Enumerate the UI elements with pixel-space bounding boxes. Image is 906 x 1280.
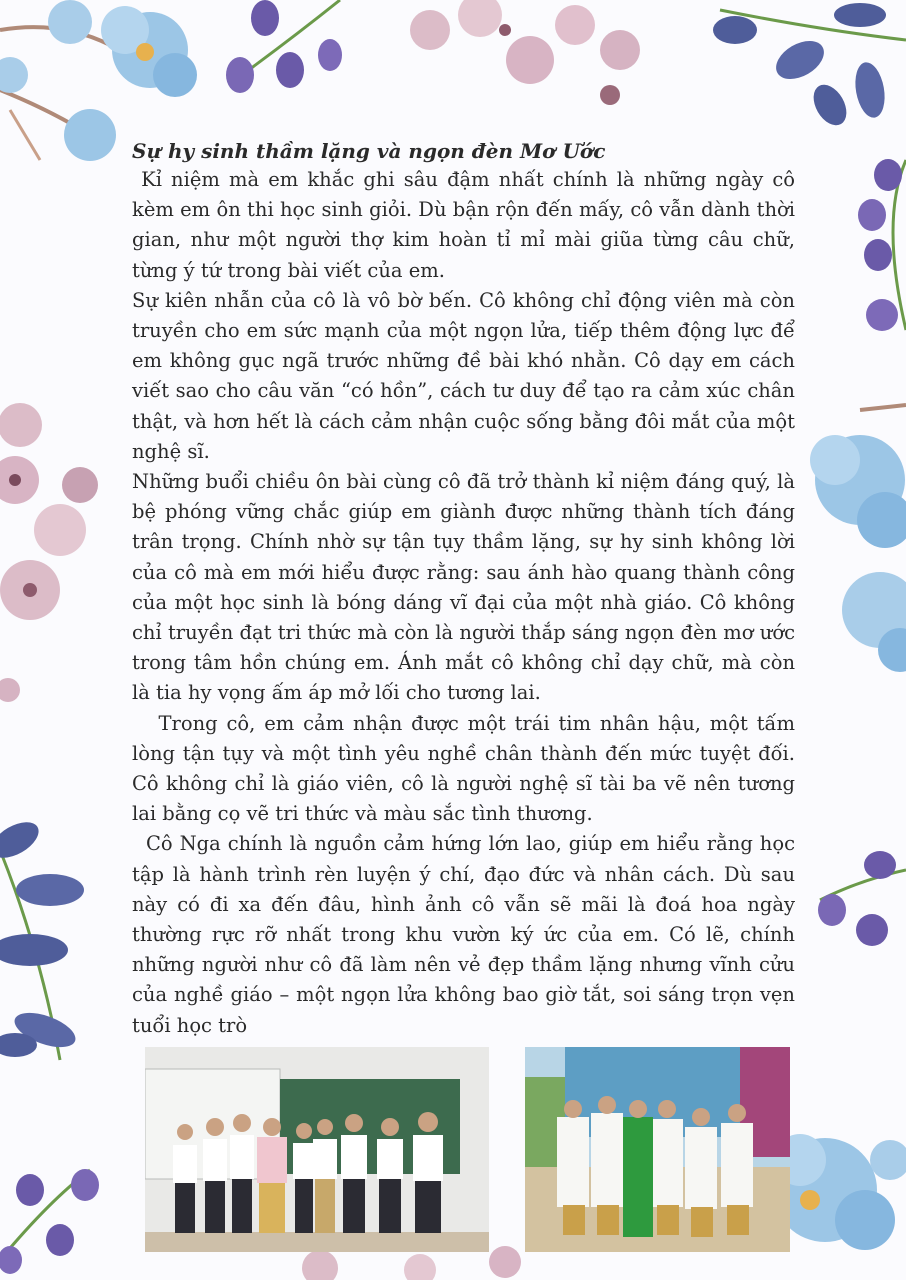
right-blue-flowers-decoration: [810, 405, 906, 672]
article: [132, 137, 802, 1041]
article-paragraph-5: Cô Nga chính là nguồn cảm hứng lớn lao, giúp em hiểu rằng học tập là hành trình rèn luyện ý chí, đạo đức và nhân cách. Dù sau này có đi xa đến đâu, hình ảnh cô vẫn sẽ mãi là đoá hoa ngày thường rực rỡ nhất trong khu vườn ký ức của em. Có lẽ, chính những người như cô đã làm nên vẻ đẹp thầm lặng nhưng vĩnh cửu của nghề giáo – một ngọn lửa không bao giờ tắt, soi sáng trọn vẹn tuổi học trò: [132, 832, 802, 1037]
article-paragraph-1: Kỉ niệm mà em khắc ghi sâu đậm nhất chính là những ngày cô kèm em ôn thi học sinh giỏi. Dù bận rộn đến mấy, cô vẫn dành thời gian, như một người thợ kim hoàn tỉ mỉ mài giũa từng câu chữ, từng ý tứ trong bài viết của em.: [132, 168, 802, 282]
left-pink-flowers-decoration: [0, 403, 98, 702]
article-paragraph-2: Sự kiên nhẫn của cô là vô bờ bến. Cô không chỉ động viên mà còn truyền cho em sức mạnh của một ngọn lửa, tiếp thêm động lực để em không gục ngã trước những đề bài khó nhằn. Cô dạy em cách viết sao cho câu văn “có hồn”, cách tư duy để tạo ra cảm xúc chân thật, và hơn hết là cách cảm nhận cuộc sống bằng đôi mắt của một nghệ sĩ.: [132, 288, 802, 463]
bottom-left-buds-decoration: [0, 1169, 99, 1274]
right-lower-buds-decoration: [818, 851, 906, 946]
article-paragraph-3: Những buổi chiều ôn bài cùng cô đã trở thành kỉ niệm đáng quý, là bệ phóng vững chắc giúp em giành được những thành tích đáng trân trọng. Chính nhờ sự tận tụy thầm lặng, sự hy sinh không lời của cô mà em mới hiểu được rằng: sau ánh hào quang thành công của một học sinh là bóng dáng vĩ đại của một nhà giáo. Cô không chỉ truyền đạt tri thức mà còn là người thắp sáng ngọn đèn mơ ước trong tâm hồn chúng em. Ánh mắt cô không chỉ dạy chữ, mà còn là tia hy vọng ấm áp mở lối cho tương lai.: [132, 470, 802, 705]
right-purple-buds-decoration: [858, 159, 906, 331]
top-pink-flowers-decoration: [410, 0, 640, 105]
article-paragraph-4: Trong cô, em cảm nhận được một trái tim nhân hậu, một tấm lòng tận tụy và một tình yêu nghề chân thành đến mức tuyệt đối. Cô không chỉ là giáo viên, cô là người nghệ sĩ tài ba vẽ nên tương lai bằng cọ vẽ tri thức và màu sắc tình thương.: [132, 711, 802, 826]
outdoor-award-group-photo: [525, 1047, 790, 1252]
classroom-group-photo: [145, 1047, 489, 1252]
left-leaves-decoration: [0, 815, 84, 1060]
bottom-right-flower-decoration: [773, 1134, 906, 1250]
article-title: Sự hy sinh thầm lặng và ngọn đèn Mơ Ước: [132, 139, 606, 163]
top-right-leaves-decoration: [713, 3, 906, 131]
top-purple-buds-decoration: [226, 0, 342, 93]
